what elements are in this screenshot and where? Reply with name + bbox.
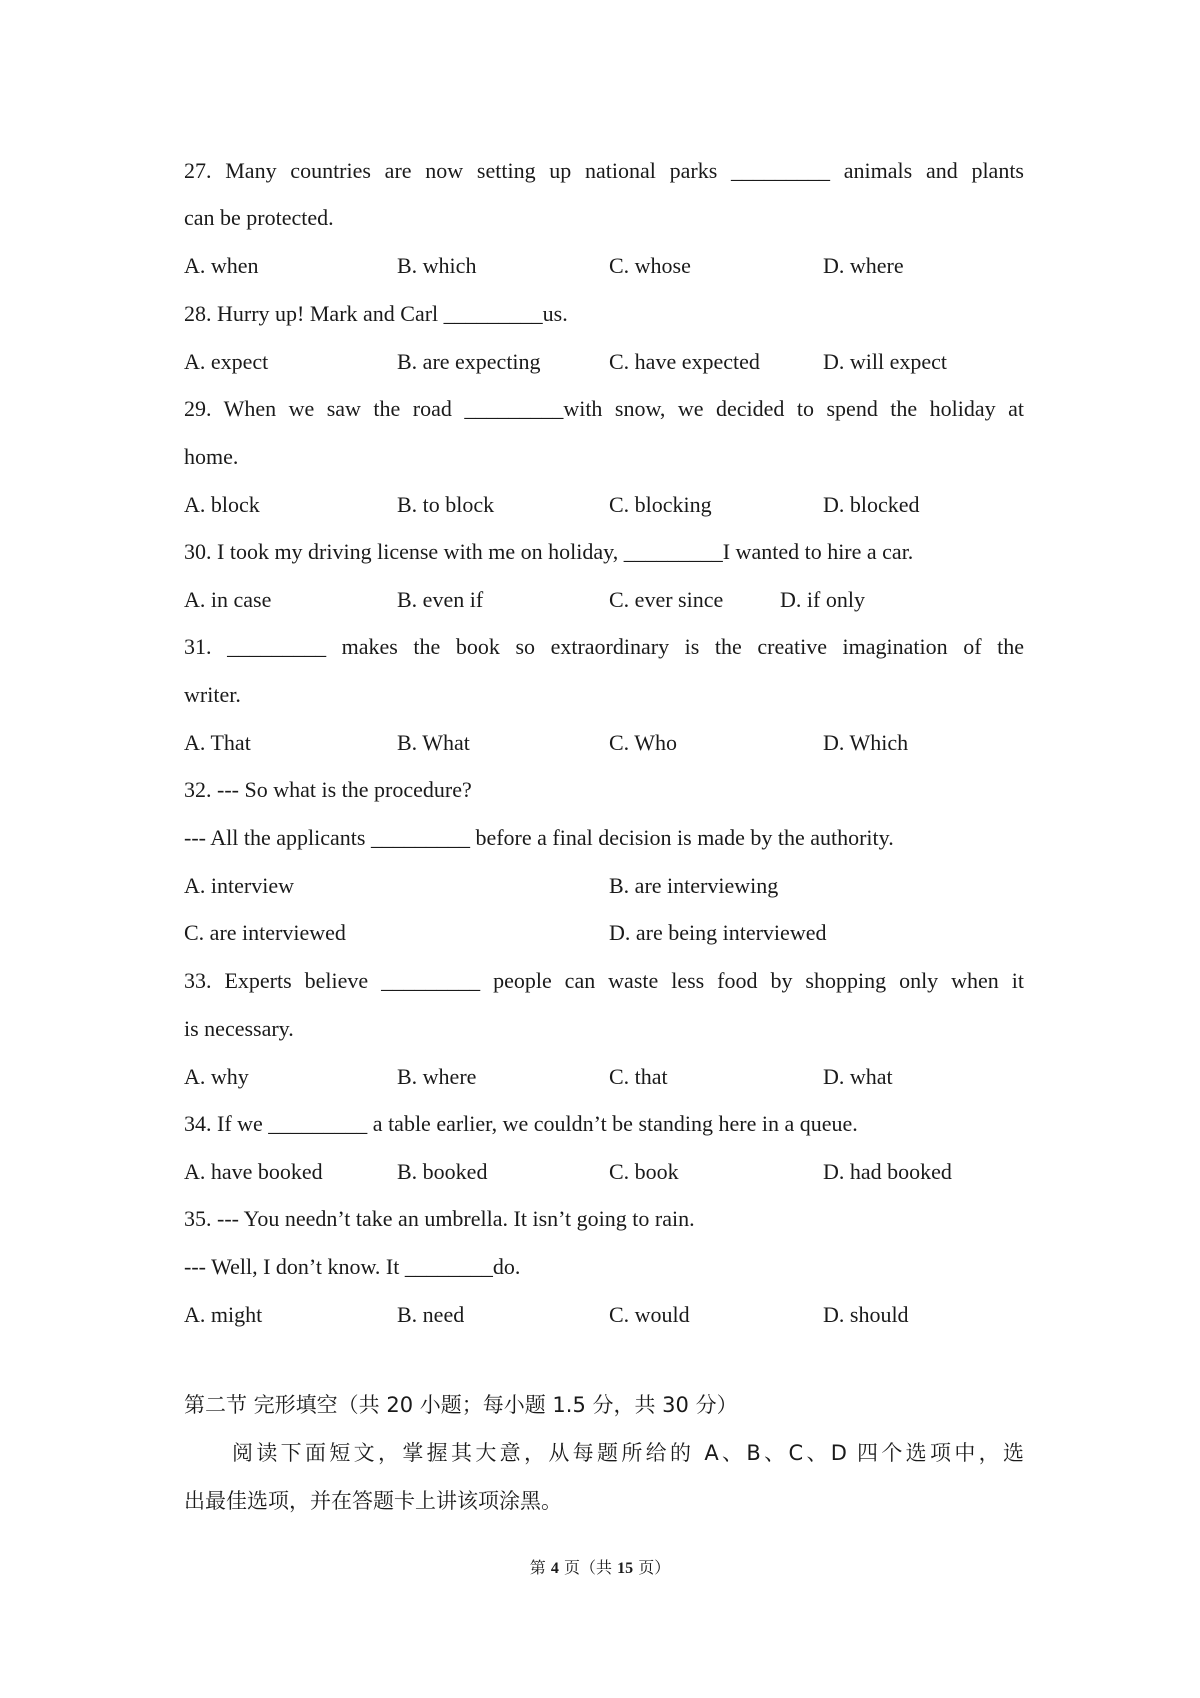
question-32-option-a: A. interview <box>184 873 294 898</box>
question-27-stem-line-2: can be protected. <box>184 205 334 230</box>
question-35-option-a: A. might <box>184 1302 263 1327</box>
question-34-option-d: D. had booked <box>823 1159 952 1184</box>
question-29-stem-line-2: home. <box>184 444 239 469</box>
question-33-stem-line-1: 33. Experts believe _________ people can waste less food by shopping only when it <box>184 968 1024 993</box>
question-34-stem: 34. If we _________ a table earlier, we couldn’t be standing here in a queue. <box>184 1111 858 1136</box>
question-34-option-c: C. book <box>609 1159 679 1184</box>
question-35-stem-line-2: --- Well, I don’t know. It ________do. <box>184 1254 521 1279</box>
section-2-instruction-line-2: 出最佳选项，并在答题卡上讲该项涂黑。 <box>184 1489 562 1513</box>
question-27-option-b: B. which <box>397 253 477 278</box>
question-32-stem-line-1: 32. --- So what is the procedure? <box>184 777 472 802</box>
question-27-option-d: D. where <box>823 253 904 278</box>
question-35-option-b: B. need <box>397 1302 465 1327</box>
question-33-option-a: A. why <box>184 1064 249 1089</box>
question-28-option-d: D. will expect <box>823 349 948 374</box>
question-33-option-d: D. what <box>823 1064 893 1089</box>
question-29-stem-line-1: 29. When we saw the road _________with snow, we decided to spend the holiday at <box>184 396 1024 421</box>
question-35-option-d: D. should <box>823 1302 909 1327</box>
question-32-option-b: B. are interviewing <box>609 873 779 898</box>
question-28-option-b: B. are expecting <box>397 349 541 374</box>
question-29-option-d: D. blocked <box>823 492 920 517</box>
question-33-stem-line-2: is necessary. <box>184 1016 294 1041</box>
question-32-stem-line-2: --- All the applicants _________ before a final decision is made by the authority. <box>184 825 894 850</box>
question-31-option-d: D. Which <box>823 730 909 755</box>
section-2-heading: 第二节 完形填空（共 20 小题；每小题 1.5 分，共 30 分） <box>184 1393 738 1417</box>
question-30-option-d: D. if only <box>780 587 865 612</box>
question-27-stem-line-1: 27. Many countries are now setting up national parks _________ animals and plants <box>184 158 1024 183</box>
question-30-stem: 30. I took my driving license with me on holiday, _________I wanted to hire a car. <box>184 539 914 564</box>
footer-page-number: 4 <box>550 1560 559 1577</box>
question-32-option-c: C. are interviewed <box>184 920 346 945</box>
question-28-option-c: C. have expected <box>609 349 760 374</box>
question-31-option-b: B. What <box>397 730 470 755</box>
question-31-stem-line-1: 31. _________ makes the book so extraordinary is the creative imagination of the <box>184 634 1024 659</box>
footer-prefix: 第 <box>529 1558 546 1577</box>
question-31-stem-line-2: writer. <box>184 682 241 707</box>
footer-total-pages: 15 <box>617 1560 634 1577</box>
question-28-stem: 28. Hurry up! Mark and Carl _________us. <box>184 301 568 326</box>
question-27-option-a: A. when <box>184 253 259 278</box>
page-footer <box>0 1558 1200 1579</box>
question-34-option-b: B. booked <box>397 1159 488 1184</box>
question-32-option-d: D. are being interviewed <box>609 920 827 945</box>
question-29-option-a: A. block <box>184 492 260 517</box>
question-31-option-c: C. Who <box>609 730 678 755</box>
question-35-option-c: C. would <box>609 1302 690 1327</box>
question-30-option-c: C. ever since <box>609 587 724 612</box>
question-31-option-a: A. That <box>184 730 251 755</box>
question-29-option-b: B. to block <box>397 492 495 517</box>
question-33-option-c: C. that <box>609 1064 668 1089</box>
question-35-stem-line-1: 35. --- You needn’t take an umbrella. It isn’t going to rain. <box>184 1206 695 1231</box>
question-28-option-a: A. expect <box>184 349 269 374</box>
footer-suffix: 页） <box>638 1558 671 1577</box>
question-34-option-a: A. have booked <box>184 1159 323 1184</box>
section-2-instruction-line-1: 阅读下面短文，掌握其大意，从每题所给的 A、B、C、D 四个选项中，选 <box>232 1441 1024 1465</box>
question-33-option-b: B. where <box>397 1064 477 1089</box>
question-30-option-b: B. even if <box>397 587 484 612</box>
question-27-option-c: C. whose <box>609 253 691 278</box>
footer-middle: 页（共 <box>563 1558 612 1577</box>
question-29-option-c: C. blocking <box>609 492 712 517</box>
question-30-option-a: A. in case <box>184 587 272 612</box>
